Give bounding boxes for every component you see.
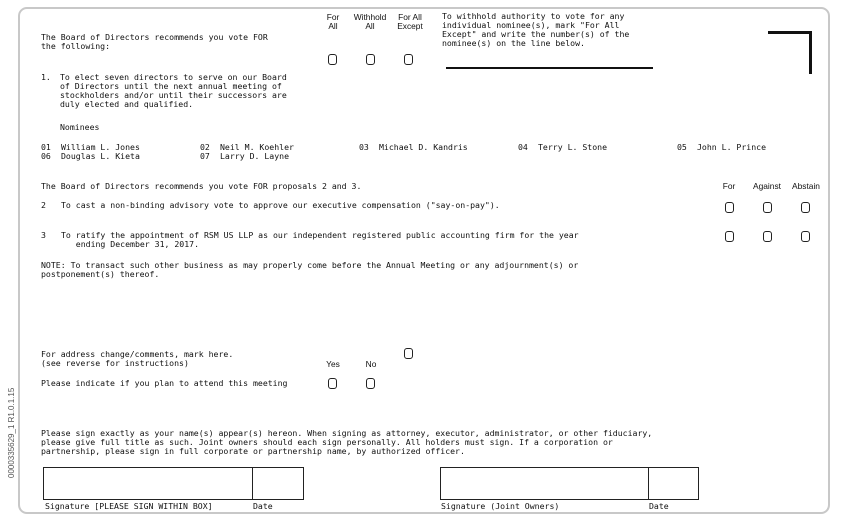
signature-joint-label: Signature (Joint Owners) <box>441 501 560 511</box>
date-box[interactable] <box>252 467 304 500</box>
address-change-label: For address change/comments, mark here. (see reverse for instructions) <box>41 349 234 368</box>
proposal-3-number: 3 <box>41 230 46 240</box>
nominee-04-name: Terry L. Stone <box>538 142 608 152</box>
proposal-1-number: 1. <box>41 72 51 82</box>
nominee-01-number: 01 <box>41 142 51 152</box>
no-label: No <box>365 359 377 369</box>
signature-joint-box[interactable] <box>440 467 649 500</box>
proposal-2-against-checkbox[interactable] <box>763 202 772 213</box>
proposal-1-text: To elect seven directors to serve on our Board of Directors until the next annual meeting of stockholders and/or until their successors are duly elected and qualified. <box>60 72 287 109</box>
withhold-all-checkbox[interactable] <box>366 54 375 65</box>
proposal-3-against-checkbox[interactable] <box>763 231 772 242</box>
proposal-2-text: To cast a non-binding advisory vote to approve our executive compensation ("say-on-pay"). <box>61 200 500 210</box>
proposal-2-for-checkbox[interactable] <box>725 202 734 213</box>
for-all-checkbox[interactable] <box>328 54 337 65</box>
header-for: For <box>722 181 736 191</box>
header-for-all: For All <box>326 12 340 31</box>
signature-label: Signature [PLEASE SIGN WITHIN BOX] <box>45 501 213 511</box>
nominee-06-number: 06 <box>41 151 51 161</box>
date-joint-box[interactable] <box>648 467 699 500</box>
nominee-05-name: John L. Prince <box>697 142 767 152</box>
signature-box[interactable] <box>43 467 253 500</box>
withhold-instructions: To withhold authority to vote for any individual nominee(s), mark "For All Except" and write the number(s) of the nominee(s) on the line below. <box>442 11 630 48</box>
nominee-05-number: 05 <box>677 142 687 152</box>
signing-instructions: Please sign exactly as your name(s) appear(s) hereon. When signing as attorney, executor, administrator, or other fiduciary, please give full title as such. Joint owners should each sign personally. All holders must sign. If a corporation or partnership, please sign in full corporate or partnership name, by authorized officer. <box>41 428 653 456</box>
nominee-03-number: 03 <box>359 142 369 152</box>
nominee-04-number: 04 <box>518 142 528 152</box>
date-label: Date <box>253 501 273 511</box>
proposal-3-text: To ratify the appointment of RSM US LLP as our independent registered public accounting firm for the year ending December 31, 2017. <box>61 230 579 249</box>
registration-corner-mark <box>768 31 812 74</box>
address-change-checkbox[interactable] <box>404 348 413 359</box>
board-recommendation-heading: The Board of Directors recommends you vote FOR the following: <box>41 32 268 51</box>
nominee-01-name: William L. Jones <box>61 142 140 152</box>
proposal-3-for-checkbox[interactable] <box>725 231 734 242</box>
nominee-07-name: Larry D. Layne <box>220 151 290 161</box>
header-withhold-all: Withhold All <box>353 12 387 31</box>
nominee-07-number: 07 <box>200 151 210 161</box>
note-other-business: NOTE: To transact such other business as may properly come before the Annual Meeting or any adjournment(s) or postponement(s) thereof. <box>41 260 579 279</box>
attend-meeting-label: Please indicate if you plan to attend this meeting <box>41 378 288 388</box>
for-all-except-checkbox[interactable] <box>404 54 413 65</box>
proposal-2-number: 2 <box>41 200 46 210</box>
header-abstain: Abstain <box>792 181 820 191</box>
date-joint-label: Date <box>649 501 669 511</box>
board-recommendation-proposals: The Board of Directors recommends you vote FOR proposals 2 and 3. <box>41 181 362 191</box>
nominees-label: Nominees <box>60 122 100 132</box>
attend-no-checkbox[interactable] <box>366 378 375 389</box>
header-against: Against <box>753 181 781 191</box>
yes-label: Yes <box>326 359 340 369</box>
proposal-2-abstain-checkbox[interactable] <box>801 202 810 213</box>
proposal-3-abstain-checkbox[interactable] <box>801 231 810 242</box>
nominee-exception-line[interactable] <box>446 67 653 69</box>
document-id-vertical: 0000335629_1 R1.0.1.15 <box>7 387 16 478</box>
nominee-03-name: Michael D. Kandris <box>379 142 468 152</box>
nominee-02-name: Neil M. Koehler <box>220 142 294 152</box>
header-for-all-except: For All Except <box>397 12 423 31</box>
attend-yes-checkbox[interactable] <box>328 378 337 389</box>
nominee-06-name: Douglas L. Kieta <box>61 151 140 161</box>
nominee-02-number: 02 <box>200 142 210 152</box>
